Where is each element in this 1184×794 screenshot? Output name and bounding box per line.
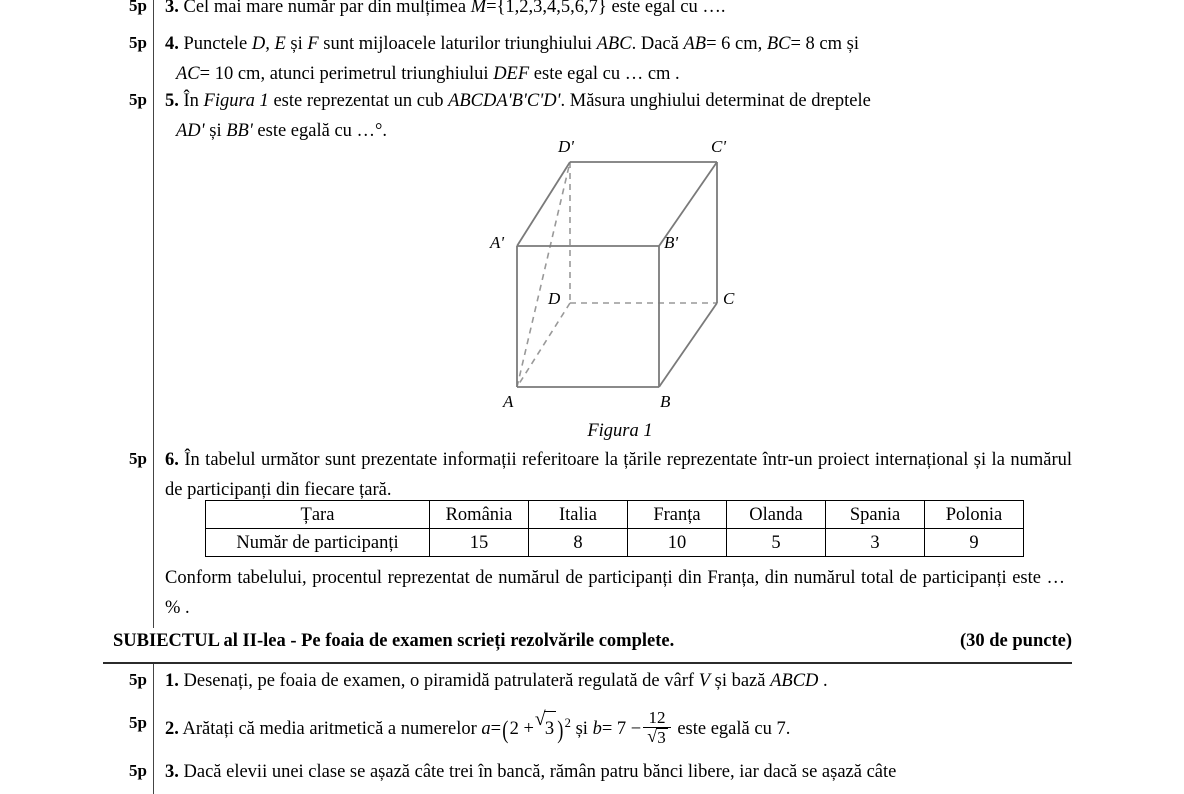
edge-D-A [517,303,570,387]
item-4-eq3-rhs: = 10 cm [199,64,261,84]
item-4-d: și [846,34,860,54]
s2-item-3-text [165,757,1072,787]
item-5-a: În [183,91,199,111]
cube-label-Bprime: B' [664,233,679,252]
item-4-line-2 [176,59,1072,89]
item-4-e: , atunci perimetrul triunghiului [260,64,489,84]
item-4-eq1-lhs: AB [683,34,707,54]
item-6-intro [165,445,1072,505]
s2-item-2-tail-period: . [785,719,791,740]
item-6-outro: Conform tabelului, procentul reprezentat de numărul de participanți din Franța, din numărul total de participanți este …% . [165,568,1065,618]
item-5-tail: este egală cu …°. [257,121,388,141]
item-5-cube-name: ABCDA'B'C'D' [448,91,561,111]
s2-item-2-a-eq: = [490,719,502,740]
s2-item-2-tail: este egală cu [677,719,772,740]
item-5-number: 5. [165,91,179,111]
item-4-c: . Dacă [631,34,679,54]
table-header-country: Țara [206,501,430,529]
s2-item-1-number: 1. [165,671,179,691]
item-6-intro-text: În tabelul următor sunt prezentate informații referitoare la țările reprezentate într-un proiect internațional și la numărul de participanți din fiecare țară. [165,450,1072,500]
s2-item-2-paren-close: ) [557,715,564,745]
table-header-participants: Număr de participanți [206,529,430,557]
item-5-line-bb-prime: BB' [226,121,253,141]
item-4-b: sunt mijloacele laturilor triunghiului [323,34,592,54]
item-4-line-1 [165,29,1072,59]
table-cell-participants-4: 3 [826,529,925,557]
s2-item-1-b: și bază [714,671,766,691]
edge-Aprime-Dprime [517,162,570,246]
item-4-points-list: D, E [251,34,286,54]
figure-caption: Figura 1 [587,421,653,441]
table-cell-country-5: Polonia [925,501,1024,529]
item-4-eq3-lhs: AC [176,64,200,84]
diagonal-A-Dprime [517,162,570,387]
s2-item-2-tail-value: 7 [776,719,786,740]
cube-label-C: C [723,289,735,308]
s2-item-2-b-eq: = 7 − [601,719,642,740]
s2-item-1-vertex: V [698,671,710,691]
item-4-triangle-abc: ABC [596,34,632,54]
points-item-4: 5p [129,33,147,52]
table-cell-country-2: Franța [628,501,727,529]
item-4-eq2-lhs: BC [766,34,791,54]
s2-item-2-a: Arătați că media aritmetică a numerelor [182,719,477,740]
item-3-set-value: {1,2,3,4,5,6,7} [496,0,607,17]
item-3-tail: este egal cu …. [611,0,726,17]
item-3-number: 3. [165,0,179,17]
table-cell-participants-1: 8 [529,529,628,557]
table-cell-participants-3: 5 [727,529,826,557]
s2-item-2-number: 2. [165,719,179,740]
participants-table [205,500,1024,557]
s2-item-2-a-sqrt [534,708,556,746]
points-column-divider-top [153,0,154,628]
cube-label-A: A [503,392,514,411]
s2-item-2-b-var: b [592,719,602,740]
points-item-6: 5p [129,449,147,468]
s2-item-2-text [165,706,1072,747]
item-4-number: 4. [165,34,179,54]
item-5-figure-ref: Figura 1 [203,91,269,111]
s2-item-3-number: 3. [165,762,179,782]
table-cell-country-0: România [430,501,529,529]
s2-item-1-c: . [823,671,828,691]
item-4-triangle-def: DEF [493,64,530,84]
points-s2-item-3: 5p [129,761,147,780]
item-4-comma: , [757,34,763,54]
table-row-participants [206,529,1024,557]
section-2-heading-row [113,629,1072,653]
cube-label-D: D [548,289,561,308]
cube-svg [470,135,770,435]
item-4-eq1-rhs: = 6 cm [706,34,758,54]
s2-item-2-b-frac-denominator [643,727,671,747]
item-3-text [165,0,1072,22]
s2-item-2-a-var: a [481,719,491,740]
item-6-number: 6. [165,450,179,470]
item-4-eq2-rhs: = 8 cm [790,34,843,54]
cube-label-Aprime: A' [490,233,505,252]
item-4-f: este egal cu … cm . [533,64,680,84]
s2-item-2-a-radicand: 3 [544,711,556,746]
s2-item-2-a-inner: 2 + [509,719,534,740]
table-cell-participants-2: 10 [628,529,727,557]
table-cell-participants-5: 9 [925,529,1024,557]
s2-item-2-b-frac-numerator: 12 [648,708,666,728]
cube-visible-edges [517,162,717,387]
section-2-divider [103,662,1072,664]
s2-item-1-a: Desenați, pe foaia de examen, o piramidă patrulateră regulată de vârf [183,671,695,691]
item-4-a: Punctele [183,34,248,54]
points-item-5: 5p [129,90,147,109]
table-cell-participants-0: 15 [430,529,529,557]
item-5-b: este reprezentat un cub [273,91,444,111]
s2-item-2-paren-open: ( [502,715,509,745]
item-5-line-ad-prime: AD' [176,121,205,141]
table-cell-country-4: Spania [826,501,925,529]
item-5-line-1 [165,86,1072,116]
s2-item-2-conj: și [575,719,588,740]
cube-label-Dprime: D' [558,137,574,156]
s2-item-2-a-power: 2 [564,716,571,730]
figure-cube [470,135,770,435]
table-cell-country-3: Olanda [727,501,826,529]
radical-sign-icon: √ [534,708,546,730]
item-4-point-f: F [307,34,319,54]
item-3-lead: Cel mai mare număr par din mulțimea [183,0,467,17]
edge-C-B [659,303,717,387]
radical-sign-icon-2: √ [647,725,658,746]
item-5-conj: și [209,121,222,141]
cube-label-Cprime: C' [711,137,726,156]
item-4-conj: și [290,34,303,54]
section-2-heading: SUBIECTUL al II-lea - Pe foaia de examen scrieți rezolvările complete. [113,631,675,651]
item-5-c: . Măsura unghiului determinat de dreptele [560,91,871,111]
table-cell-country-1: Italia [529,501,628,529]
item-3-set-equals: = [486,0,497,17]
s2-item-2-b-fraction [643,709,671,747]
s2-item-3-body: Dacă elevii unei clase se așază câte trei în bancă, rămân patru bănci libere, iar dacă se așază câte [183,762,897,782]
cube-hidden-edges [517,162,717,387]
cube-label-B: B [660,392,671,411]
points-item-3: 5p [129,0,147,15]
section-2-points-note: (30 de puncte) [959,631,1072,651]
s2-item-1-text [165,666,1072,696]
points-s2-item-1: 5p [129,670,147,689]
table-row-countries [206,501,1024,529]
s2-item-2-b-den-radicand: 3 [657,728,666,747]
item-3-set-variable: M [470,0,487,17]
points-s2-item-2: 5p [129,713,147,732]
points-column-divider-bottom [153,664,154,794]
s2-item-1-base: ABCD [770,671,819,691]
